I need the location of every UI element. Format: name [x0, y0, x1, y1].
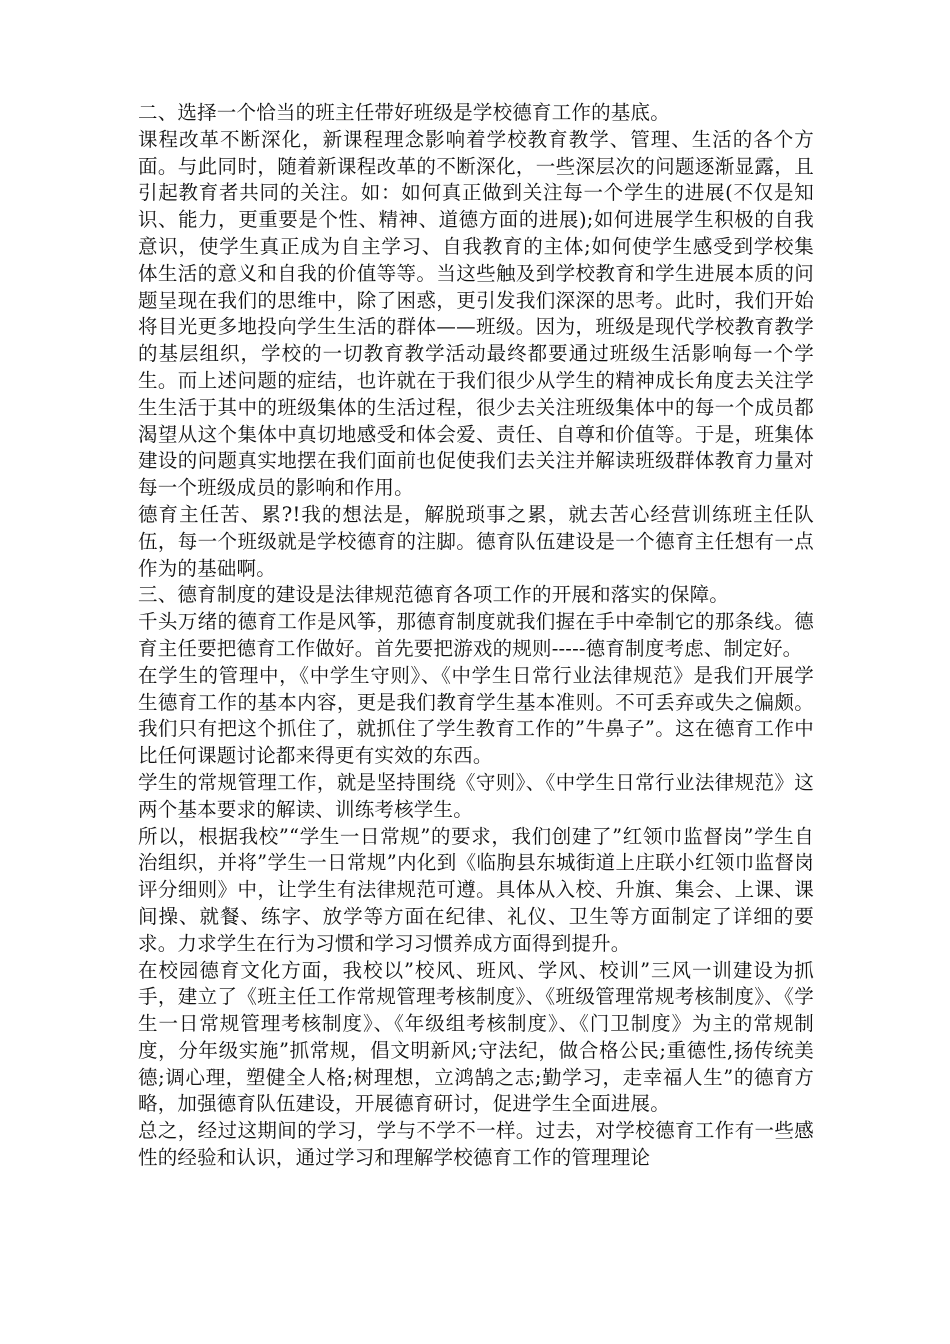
- paragraph-moral-director: 德育主任苦、累?!我的想法是，解脱琐事之累，就去苦心经营训练班主任队伍，每一个班级就是学校德育的注脚。德育队伍建设是一个德育主任想有一点作为的基础啊。: [138, 502, 814, 580]
- paragraph-routine-management: 学生的常规管理工作，就是坚持围绕《守则》、《中学生日常行业法律规范》这两个基本要求的解读、训练考核学生。: [138, 770, 814, 821]
- paragraph-red-scarf-supervision: 所以，根据我校”“学生一日常规”的要求，我们创建了”红领巾监督岗”学生自治组织，并将”学生一日常规”内化到《临朐县东城街道上庄联小红领巾监督岗评分细则》中，让学生有法律规范可遵。具体从入校、升旗、集会、上课、课间操、就餐、练字、放学等方面在纪律、礼仪、卫生等方面制定了详细的要求。力求学生在行为习惯和学习习惯养成方面得到提升。: [138, 824, 814, 955]
- paragraph-student-management: 在学生的管理中，《中学生守则》、《中学生日常行业法律规范》是我们开展学生德育工作的基本内容，更是我们教育学生基本准则。不可丢弃或失之偏颇。我们只有把这个抓住了，就抓住了学生教育工作的”牛鼻子”。这在德育工作中比任何课题讨论都来得更有实效的东西。: [138, 663, 814, 768]
- paragraph-curriculum-reform: 课程改革不断深化，新课程理念影响着学校教育教学、管理、生活的各个方面。与此同时，随着新课程改革的不断深化，一些深层次的问题逐渐显露，且引起教育者共同的关注。如：如何真正做到关注每一个学生的进展(不仅是知识、能力，更重要是个性、精神、道德方面的进展);如何进展学生积极的自我意识，使学生真正成为自主学习、自我教育的主体;如何使学生感受到学校集体生活的意义和自我的价值等等。当这些触及到学校教育和学生进展本质的问题呈现在我们的思维中，除了困惑，更引发我们深深的思考。此时，我们开始将目光更多地投向学生生活的群体——班级。因为，班级是现代学校教育教学的基层组织，学校的一切教育教学活动最终都要通过班级生活影响每一个学生。而上述问题的症结，也许就在于我们很少从学生的精神成长角度去关注学生生活于其中的班级集体的生活过程，很少去关注班级集体中的每一个成员都渴望从这个集体中真切地感受和体会爱、责任、自尊和价值等。于是，班集体建设的问题真实地摆在我们面前也促使我们去关注并解读班级群体教育力量对每一个班级成员的影响和作用。: [138, 127, 814, 500]
- paragraph-kite-metaphor: 千头万绪的德育工作是风筝，那德育制度就我们握在手中牵制它的那条线。德育主任要把德育工作做好。首先要把游戏的规则-----德育制度考虑、制定好。: [138, 610, 814, 660]
- document-body: [138, 100, 814, 1172]
- section-heading-3: 三、德育制度的建设是法律规范德育各项工作的开展和落实的保障。: [138, 583, 730, 607]
- paragraph-campus-culture: 在校园德育文化方面，我校以”校风、班风、学风、校训”三风一训建设为抓手，建立了《班主任工作常规管理考核制度》、《班级管理常规考核制度》、《学生一日常规管理考核制度》、《年级组考核制度》、《门卫制度》为主的常规制度，分年级实施”抓常规，倡文明新风;守法纪，做合格公民;重德性,扬传统美德;调心理，塑健全人格;树理想，立鸿鹄之志;勤学习，走幸福人生”的德育方略，加强德育队伍建设，开展德育研讨，促进学生全面进展。: [138, 958, 814, 1116]
- section-heading-2: 二、选择一个恰当的班主任带好班级是学校德育工作的基底。: [138, 101, 670, 124]
- paragraph-conclusion: 总之，经过这期间的学习，学与不学不一样。过去，对学校德育工作有一些感性的经验和认识，通过学习和理解学校德育工作的管理理论: [138, 1119, 814, 1170]
